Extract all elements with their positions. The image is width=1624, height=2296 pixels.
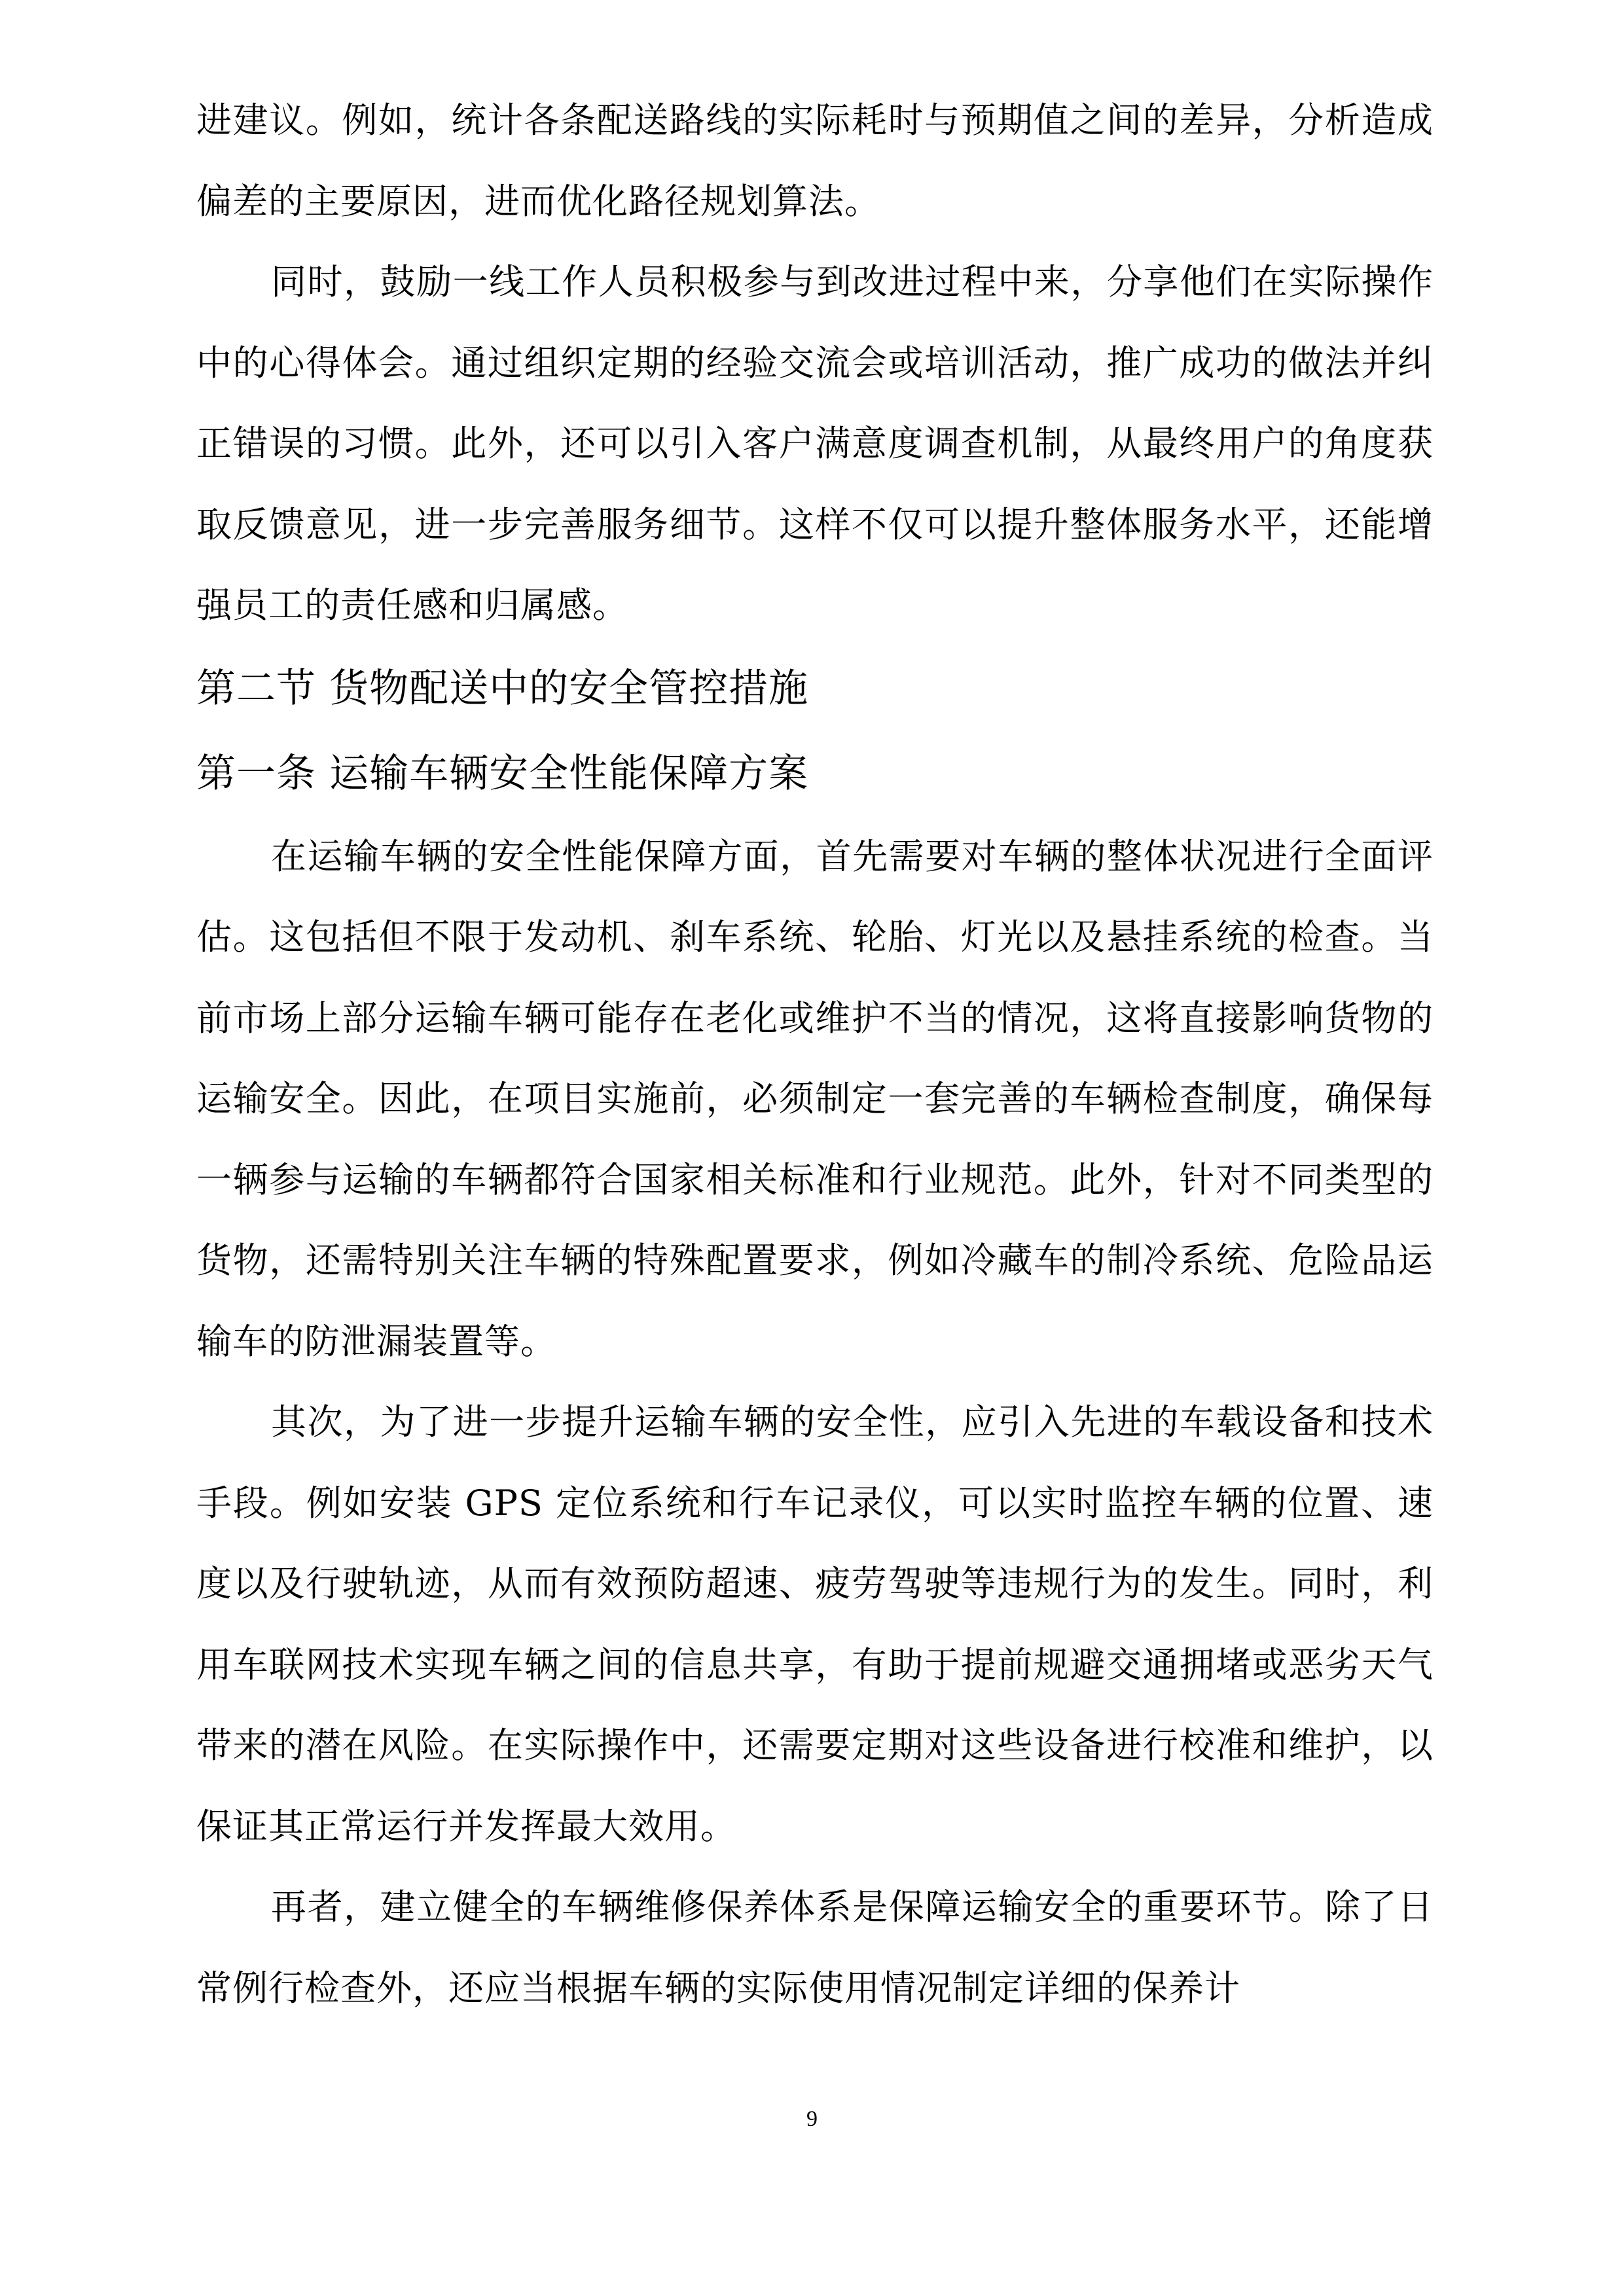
section-heading: 第二节 货物配送中的安全管控措施: [196, 665, 809, 711]
page-body: [196, 80, 1434, 2028]
paragraph-vehicle-assessment: 在运输车辆的安全性能保障方面，首先需要对车辆的整体状况进行全面评估。这包括但不限于发动机、刹车系统、轮胎、灯光以及悬挂系统的检查。当前市场上部分运输车辆可能存在老化或维护不当的情况，这将直接影响货物的运输安全。因此，在项目实施前，必须制定一套完善的车辆检查制度，确保每一辆参与运输的车辆都符合国家相关标准和行业规范。此外，针对不同类型的货物，还需特别关注车辆的特殊配置要求，例如冷藏车的制冷系统、危险品运输车的防泄漏装置等。: [196, 835, 1434, 1362]
paragraph-staff-participation: 同时，鼓励一线工作人员积极参与到改进过程中来，分享他们在实际操作中的心得体会。通过组织定期的经验交流会或培训活动，推广成功的做法并纠正错误的习惯。此外，还可以引入客户满意度调查机制，从最终用户的角度获取反馈意见，进一步完善服务细节。这样不仅可以提升整体服务水平，还能增强员工的责任感和归属感。: [196, 261, 1434, 626]
paragraph-continuation: 进建议。例如，统计各条配送路线的实际耗时与预期值之间的差异，分析造成偏差的主要原因，进而优化路径规划算法。: [196, 99, 1434, 222]
paragraph-maintenance-system: 再者，建立健全的车辆维修保养体系是保障运输安全的重要环节。除了日常例行检查外，还应当根据车辆的实际使用情况制定详细的保养计: [196, 1886, 1434, 2009]
article-heading: 第一条 运输车辆安全性能保障方案: [196, 750, 809, 797]
paragraph-onboard-equipment: 其次，为了进一步提升运输车辆的安全性，应引入先进的车载设备和技术手段。例如安装 GPS 定位系统和行车记录仪，可以实时监控车辆的位置、速度以及行驶轨迹，从而有效预防超速、疲劳驾驶等违规行为的发生。同时，利用车联网技术实现车辆之间的信息共享，有助于提前规避交通拥堵或恶劣天气带来的潜在风险。在实际操作中，还需要定期对这些设备进行校准和维护，以保证其正常运行并发挥最大效用。: [196, 1401, 1434, 1847]
page-number: 9: [806, 2107, 818, 2131]
